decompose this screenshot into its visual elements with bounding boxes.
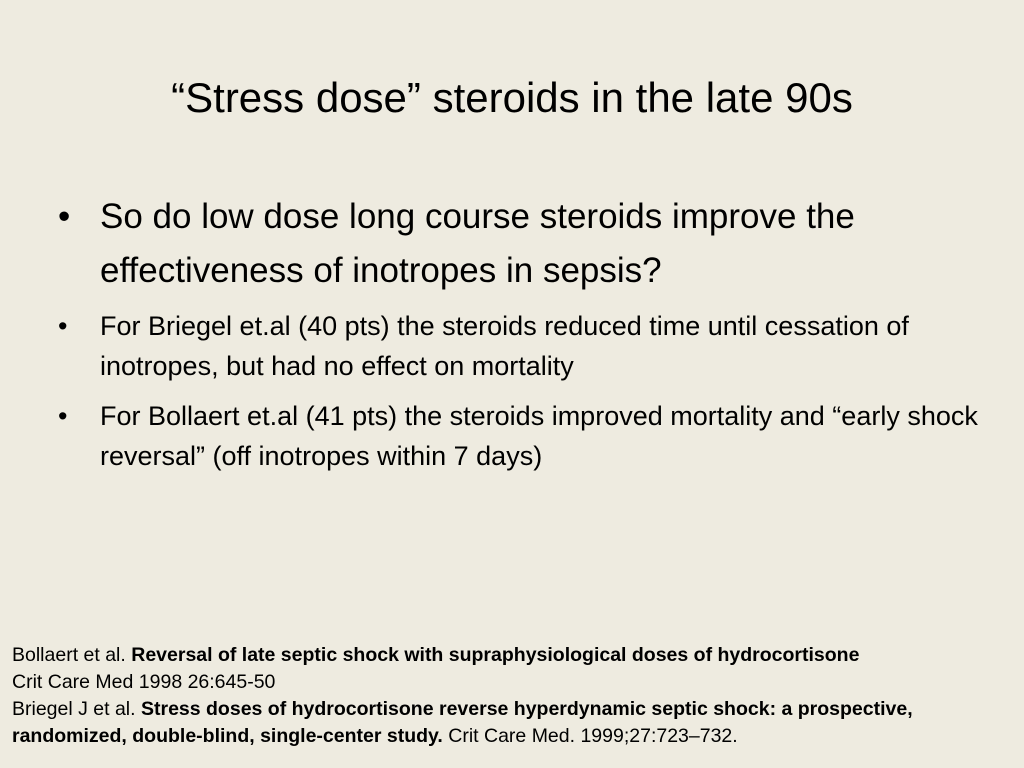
reference-source: Crit Care Med 1998 26:645-50	[12, 671, 276, 693]
bullet-item	[58, 190, 978, 298]
slide-title: “Stress dose” steroids in the late 90s	[171, 74, 853, 121]
bullet-text: So do low dose long course steroids improve the effectiveness of inotropes in sepsis?	[100, 197, 855, 290]
reference-item	[12, 642, 1017, 696]
bullet-marker: •	[58, 311, 68, 341]
reference-authors: Briegel J et al.	[12, 698, 141, 720]
reference-item	[12, 696, 1017, 750]
reference-title: Reversal of late septic shock with supraphysiological doses of hydrocortisone	[131, 644, 860, 666]
bullet-marker: •	[58, 197, 71, 236]
reference-source: Crit Care Med. 1999;27:723–732.	[442, 725, 738, 747]
bullet-item	[58, 306, 978, 386]
bullet-text: For Briegel et.al (40 pts) the steroids reduced time until cessation of inotropes, but had no effect on mortality	[100, 311, 909, 381]
reference-authors: Bollaert et al.	[12, 644, 132, 666]
bullet-marker: •	[58, 401, 68, 431]
bullet-text: For Bollaert et.al (41 pts) the steroids improved mortality and “early shock reversal” (off inotropes within 7 days)	[100, 401, 978, 471]
references	[12, 642, 1017, 750]
bullet-item	[58, 396, 978, 476]
reference-title: Stress doses of hydrocortisone reverse hyperdynamic septic shock: a prospective, randomized, double-blind, single-center study.	[12, 698, 913, 747]
bullet-list	[58, 190, 978, 486]
